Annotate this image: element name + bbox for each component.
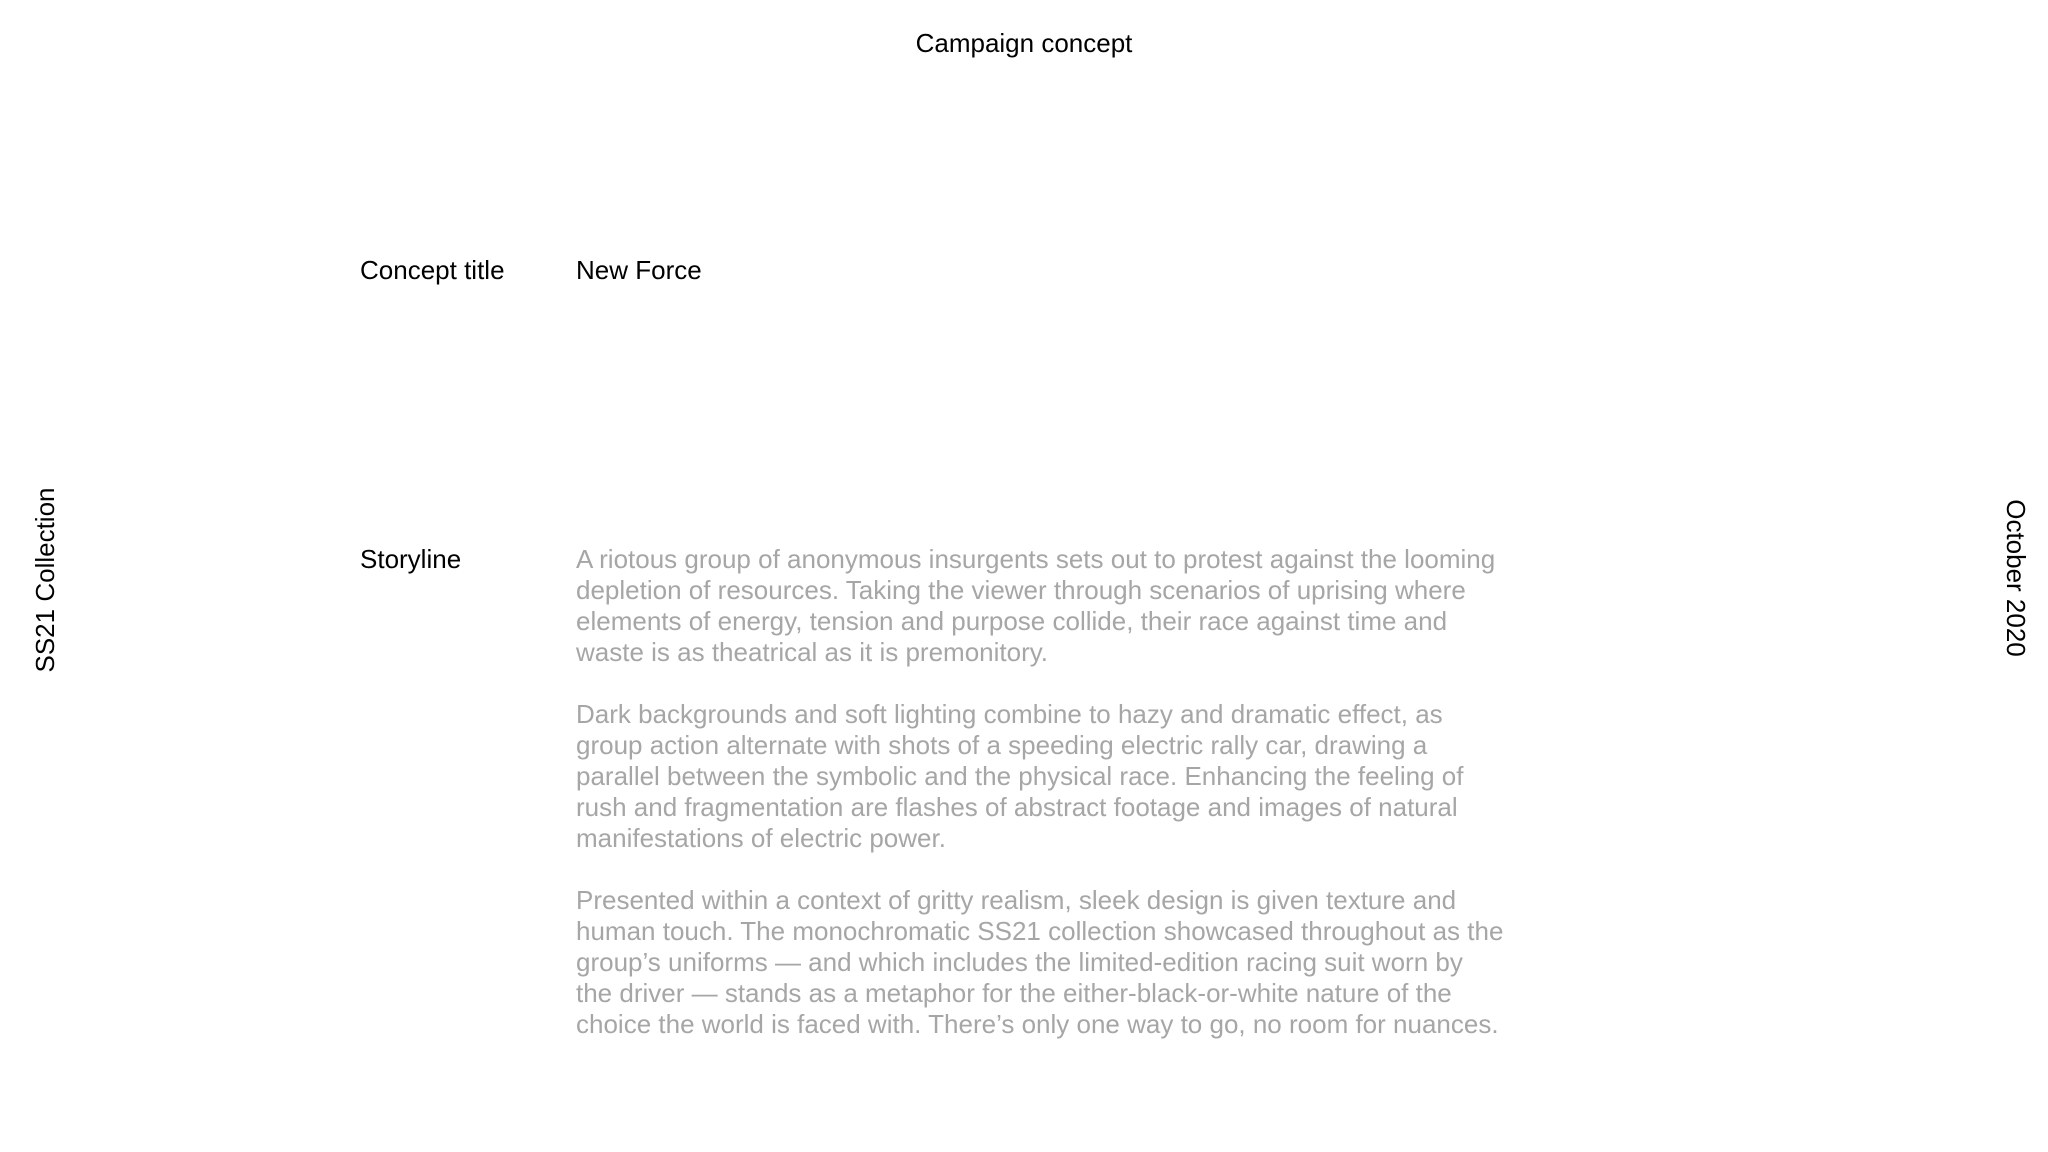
storyline-label: Storyline bbox=[360, 544, 462, 574]
date-side-label: October 2020 bbox=[2001, 499, 2031, 657]
storyline-paragraph: Presented within a context of gritty realism, sleek design is given texture and human touch. The monochromatic SS21 collection showcased throughout as the group’s uniforms — and which includes the limited-edition racing suit worn by the driver — stands as a metaphor for the either-black-or-white nature of the choice the world is faced with. There’s only one way to go, no room for nuances. bbox=[576, 885, 1504, 1039]
collection-side-label: SS21 Collection bbox=[30, 487, 60, 673]
storyline-paragraph: A riotous group of anonymous insurgents sets out to protest against the looming depletion of resources. Taking the viewer through scenarios of uprising where elements of energy, tension and purpose collide, their race against time and waste is as theatrical as it is premonitory. bbox=[576, 544, 1496, 667]
storyline-paragraph: Dark backgrounds and soft lighting combine to hazy and dramatic effect, as group action alternate with shots of a speeding electric rally car, drawing a parallel between the symbolic and the physical race. Enhancing the feeling of rush and fragmentation are flashes of abstract footage and images of natural manifestations of electric power. bbox=[576, 699, 1464, 853]
storyline-body bbox=[576, 544, 1506, 1071]
concept-title-label: Concept title bbox=[360, 255, 505, 285]
page-title: Campaign concept bbox=[915, 28, 1133, 58]
concept-title-value: New Force bbox=[576, 255, 702, 285]
